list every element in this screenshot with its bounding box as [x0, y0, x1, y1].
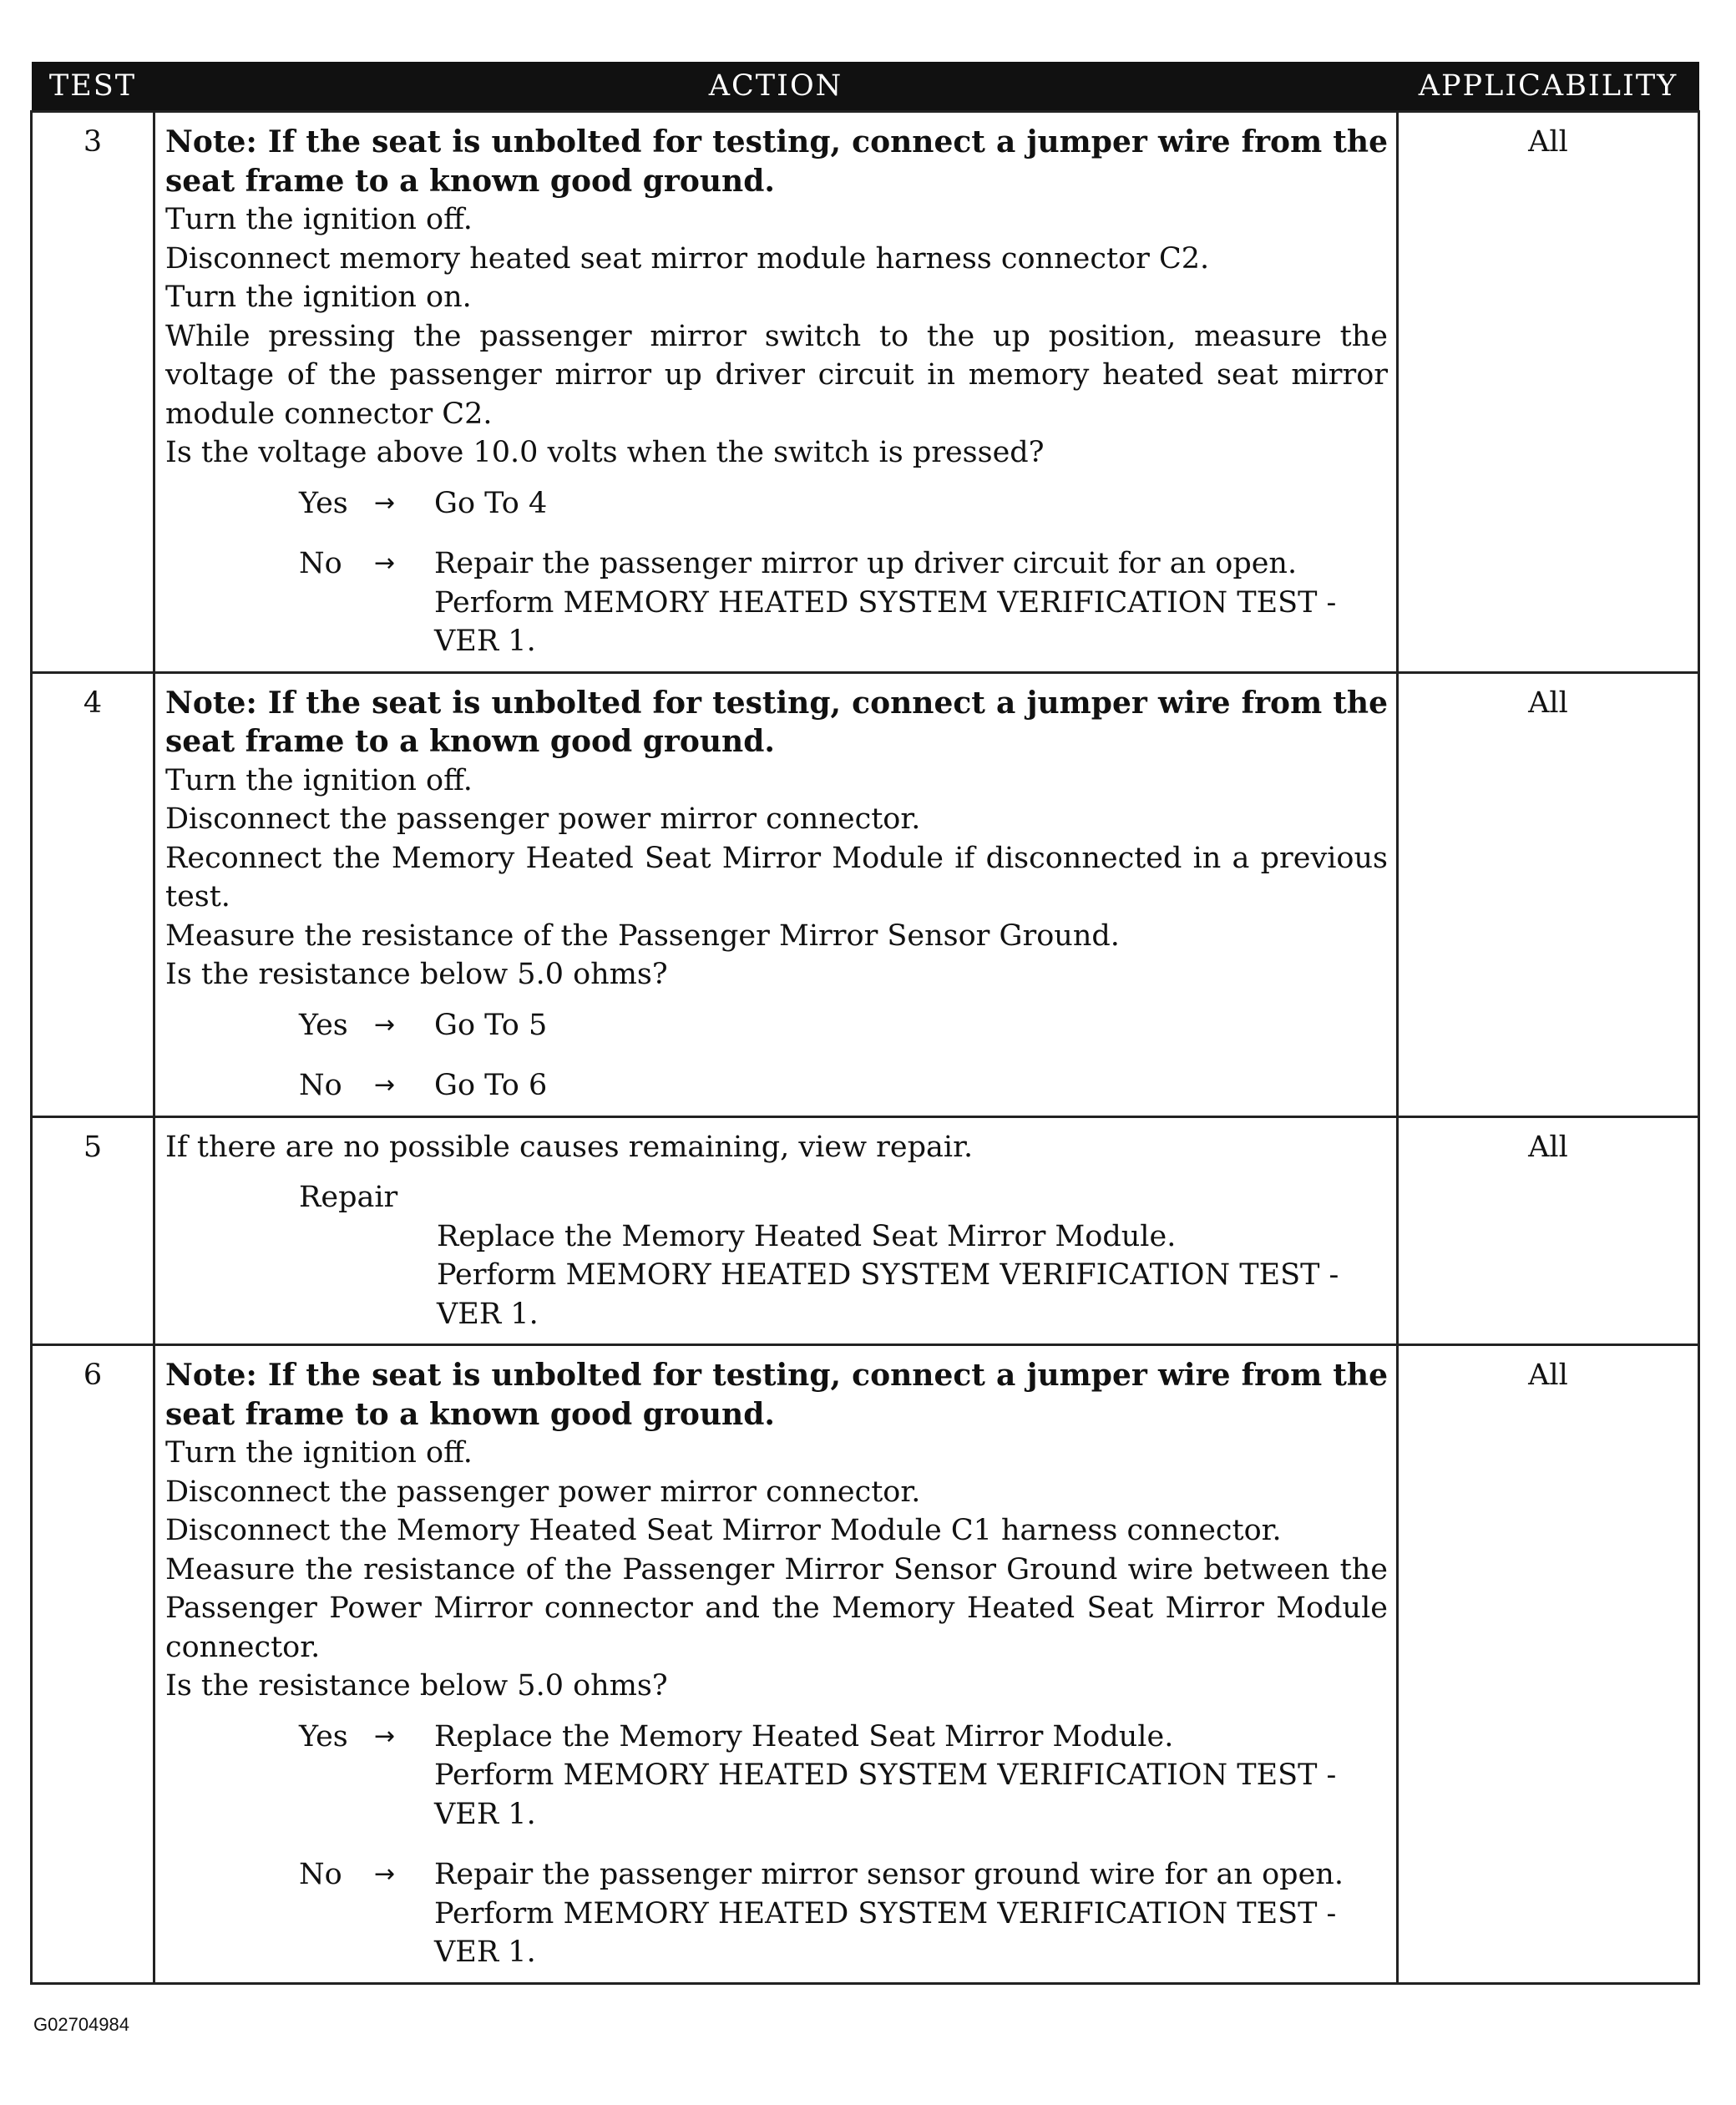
test-cell: [32, 1345, 154, 1984]
applicability-value: All: [1528, 1359, 1568, 1392]
right-arrow-icon: →: [374, 1721, 396, 1751]
right-arrow-icon: →: [374, 549, 396, 578]
choice-list: [299, 1718, 1388, 1972]
result-line: Go To 4: [434, 486, 548, 520]
action-cell: [154, 1116, 1398, 1345]
action-step: Turn the ignition on.: [165, 281, 472, 314]
header-row: [32, 62, 1699, 112]
applicability-cell: [1398, 1116, 1699, 1345]
action-content: [155, 113, 1396, 671]
action-step: Reconnect the Memory Heated Seat Mirror Module if disconnected in a previous test.: [165, 841, 1388, 913]
table-row: [32, 1116, 1699, 1345]
test-number: 4: [83, 686, 103, 720]
result-line: Go To 6: [434, 1069, 548, 1102]
right-arrow-icon: →: [374, 1009, 396, 1040]
repair-label: Repair: [299, 1181, 398, 1214]
test-number: 6: [83, 1359, 103, 1392]
choice-answer: No: [299, 1858, 342, 1891]
choice-answer: Yes: [299, 1719, 348, 1753]
result-line: VER 1.: [434, 625, 536, 658]
action-step: Is the resistance below 5.0 ohms?: [165, 1669, 668, 1703]
action-step: Disconnect the Memory Heated Seat Mirror Module C1 harness connector.: [165, 1514, 1282, 1547]
action-cell: [154, 672, 1398, 1116]
right-arrow-icon: →: [374, 1860, 396, 1889]
action-step: Measure the resistance of the Passenger Mirror Sensor Ground wire between the Passenger Power Mirror connector and the Memory Heated Seat Mirror Module connector.: [165, 1552, 1388, 1664]
table-row: [32, 112, 1699, 673]
table-row: [32, 672, 1699, 1116]
result-line: VER 1.: [434, 1797, 536, 1831]
action-step: While pressing the passenger mirror switch to the up position, measure the voltage of the passenger mirror up driver circuit in memory heated seat mirror module connector C2.: [165, 319, 1388, 431]
result-line: Perform MEMORY HEATED SYSTEM VERIFICATION TEST -: [434, 585, 1337, 620]
table-row: [32, 1345, 1699, 1984]
test-cell: [32, 672, 154, 1116]
choice-result: [434, 484, 1388, 524]
right-arrow-icon: →: [374, 488, 396, 518]
action-content: [155, 674, 1396, 1116]
choice-result: [434, 544, 1388, 661]
result-line: Perform MEMORY HEATED SYSTEM VERIFICATION TEST -: [434, 1896, 1337, 1930]
choice-result: [434, 1718, 1388, 1834]
diagnostic-test-table: [30, 62, 1700, 1985]
choice-yes: [299, 1718, 1388, 1834]
action-step: Is the voltage above 10.0 volts when the switch is pressed?: [165, 436, 1045, 469]
test-note: Note: If the seat is unbolted for testing, connect a jumper wire from the seat frame to a known good ground.: [165, 124, 1388, 199]
choice-result: [434, 1006, 1388, 1045]
action-content: [155, 1346, 1396, 1982]
choice-answer: No: [299, 547, 342, 580]
table-body: [32, 112, 1699, 1984]
action-content: [155, 1118, 1396, 1344]
choice-no: [299, 1855, 1388, 1972]
choice-yes: [299, 1006, 1388, 1045]
result-line: Replace the Memory Heated Seat Mirror Module.: [434, 1719, 1174, 1753]
result-line: VER 1.: [434, 1935, 536, 1969]
action-cell: [154, 112, 1398, 673]
choice-answer: No: [299, 1069, 342, 1102]
action-step: Measure the resistance of the Passenger Mirror Sensor Ground.: [165, 918, 1120, 953]
applicability-cell: [1398, 1345, 1699, 1984]
choice-result: [434, 1855, 1388, 1972]
repair-line: Perform MEMORY HEATED SYSTEM VERIFICATION TEST -: [437, 1258, 1339, 1292]
result-line: Perform MEMORY HEATED SYSTEM VERIFICATION TEST -: [434, 1758, 1337, 1792]
choice-yes: [299, 484, 1388, 524]
choice-answer: Yes: [299, 486, 348, 520]
action-cell: [154, 1345, 1398, 1984]
test-note: Note: If the seat is unbolted for testing, connect a jumper wire from the seat frame to a known good ground.: [165, 1358, 1388, 1432]
action-step: Disconnect memory heated seat mirror module harness connector C2.: [165, 241, 1210, 276]
choice-list: [299, 1006, 1388, 1106]
choice-result: [434, 1066, 1388, 1106]
choice-answer: Yes: [299, 1008, 348, 1042]
applicability-value: All: [1528, 125, 1568, 159]
test-number: 3: [83, 125, 103, 159]
action-step: Turn the ignition off.: [165, 1436, 473, 1470]
choice-list: [299, 484, 1388, 661]
action-step: Turn the ignition off.: [165, 203, 473, 236]
applicability-cell: [1398, 112, 1699, 673]
choice-no: [299, 544, 1388, 661]
test-number: 5: [83, 1130, 103, 1164]
repair-line: VER 1.: [437, 1297, 539, 1331]
test-note: Note: If the seat is unbolted for testing, connect a jumper wire from the seat frame to a known good ground.: [165, 685, 1388, 759]
applicability-value: All: [1528, 1130, 1568, 1164]
figure-id: G02704984: [33, 2014, 129, 2035]
applicability-value: All: [1528, 686, 1568, 720]
test-cell: [32, 112, 154, 673]
repair-instructions: [437, 1217, 1388, 1334]
action-step: If there are no possible causes remaining, view repair.: [165, 1130, 974, 1164]
result-line: Repair the passenger mirror up driver circuit for an open.: [434, 547, 1298, 580]
applicability-cell: [1398, 672, 1699, 1116]
test-cell: [32, 1116, 154, 1345]
choice-no: [299, 1066, 1388, 1106]
header-applicability: APPLICABILITY: [1398, 62, 1699, 112]
repair-line: Replace the Memory Heated Seat Mirror Module.: [437, 1219, 1177, 1253]
action-step: Disconnect the passenger power mirror connector.: [165, 802, 921, 836]
result-line: Go To 5: [434, 1008, 548, 1042]
header-test: TEST: [32, 62, 154, 112]
action-step: Is the resistance below 5.0 ohms?: [165, 958, 668, 991]
header-action: ACTION: [154, 62, 1398, 112]
result-line: Repair the passenger mirror sensor ground wire for an open.: [434, 1858, 1344, 1891]
right-arrow-icon: →: [374, 1070, 396, 1100]
action-step: Disconnect the passenger power mirror connector.: [165, 1475, 921, 1509]
action-step: Turn the ignition off.: [165, 763, 473, 797]
